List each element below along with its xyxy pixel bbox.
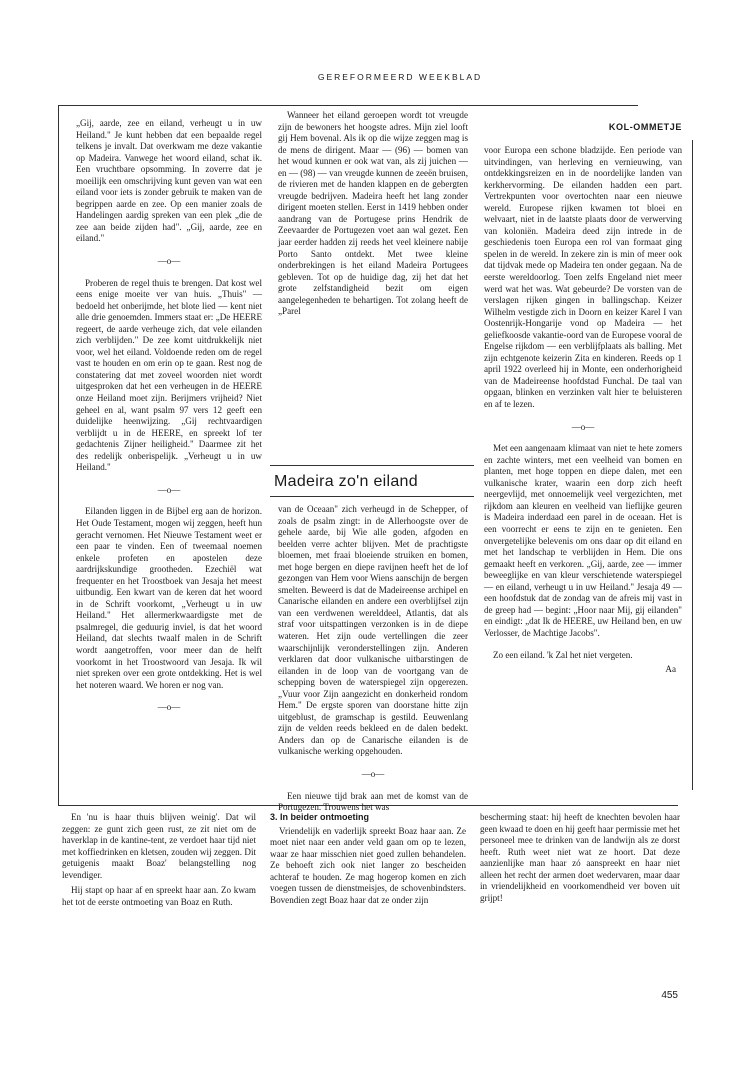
col1-paragraph-2: Proberen de regel thuis te brengen. Dat kost wel eens enige moeite ver van huis. „Thuis" — bedoeld het onberijmde, het blote lied — kent niet alle drie genoemden. Immers staat er: „De HEERE regeert, de aarde verheuge zich, dat vele eilanden zich verblijden." De zee komt uitdrukkelijk niet voor, wel het eiland. Voldoende reden om de regel vast te houden en om erin op te gaan. Rest nog de constatering dat met zoveel woorden niet wordt uitgesproken dat het een verheugen in de HEERE onze Heiland moet zijn. Berijmers vrijheid? Niet geheel en al, want psalm 97 vers 12 geeft een duidelijke heenwijzing. „Gij rechtvaardigen verblijdt u in de HEERE, en spreekt lof ter gedachtenis Zijner heiligheid." Daarmee zit het des redelijk onberispelijk. „Verheugt u in uw Heiland." xyxy=(76,277,262,473)
bottom-col1-paragraph-2: Hij stapt op haar af en spreekt haar aan. Zo kwam het tot de eerste ontmoeting van Boaz en Ruth. xyxy=(62,885,256,907)
separator: —o— xyxy=(571,421,595,432)
col2-paragraph-3: Een nieuwe tijd brak aan met de komst van de Portugezen. Trouwens het was xyxy=(278,790,468,813)
column-2-top xyxy=(278,110,468,329)
frame-top-left xyxy=(58,105,638,106)
col2-paragraph-2: van de Oceaan" zich verheugd in de Schepper, of zoals de psalm zingt: in de Allerhoogste over de gehele aarde, bij Wie alle goden, afgoden en beelden verre achter blijven. Met de prachtigste bloemen, met fraai bloeiende struiken en bomen, met hoge bergen en diepe ravijnen heeft het de lof gezongen van Hem voor Wiens aanschijn de bergen smelten. Beweerd is dat de Madeireense archipel en Canarische eilanden en andere een overblijfsel zijn van een verdwenen werelddeel, Atlantis, dat als straf voor uitspattingen verzonken is in de diepe wateren. Het zijn oude vertellingen die zeer waarschijnlijk veronderstellingen zijn. Anderen verklaren dat door vulkanische uitbarstingen de eilanden in de loop van de voortgang van de schepping boven de waterspiegel zijn opgerezen. „Vuur voor Zijn aangezicht en donkerheid rondom Hem." De ergste sporen van doorstane hitte zijn uitgeblust, de gramschap is gestild. Eeuwenlang zijn de velden reeds bekleed en de dalen bedekt. Anders dan op de Canarische eilanden is de vulkanische werking opgehouden. xyxy=(278,504,468,757)
bottom-column-1 xyxy=(62,812,256,919)
frame-right xyxy=(692,140,693,790)
article-title-box xyxy=(270,465,474,497)
bottom-column-2 xyxy=(270,812,466,917)
separator: —o— xyxy=(157,256,181,267)
running-header: GEREFORMEERD WEEKBLAD xyxy=(317,72,483,82)
col3-paragraph-3: Zo een eiland. 'k Zal het niet vergeten. xyxy=(493,650,633,661)
bottom-col3-paragraph-1: bescherming staat: hij heeft de knechten bevolen haar geen kwaad te doen en hij geeft haar permissie met het personeel mee te drinken van de landwijn als ze dorst heeft. Ruth weet niet wat ze hoort. Dat deze aanzienlijke man haar zó aanspreekt en haar niet alleen het recht der armen doet wedervaren, maar daar in vriendelijkheid en voorkomendheid ver boven uit grijpt! xyxy=(480,812,680,903)
bottom-column-3 xyxy=(480,812,680,915)
article-title: Madeira zo'n eiland xyxy=(274,473,418,490)
column-3 xyxy=(484,145,682,676)
author-signature: Aa xyxy=(665,663,676,674)
bottom-col1-paragraph-1: En 'nu is haar thuis blijven weinig'. Dat wil zeggen: ze gunt zich geen rust, ze zit niet om de haverklap in de kantine-tent, ze verdoet haar tijd niet met koffiedrinken en kletsen, zouden wij zeggen. Dit getuigenis maakt Boaz' belangstelling nog levendiger. xyxy=(62,812,256,880)
separator: —o— xyxy=(361,769,385,780)
separator: —o— xyxy=(157,702,181,713)
column-2-bottom xyxy=(278,504,468,825)
scan-edge xyxy=(0,40,4,1068)
col1-paragraph-3: Eilanden liggen in de Bijbel erg aan de horizon. Het Oude Testament, mogen wij zeggen, heeft hun geracht vernomen. Het Nieuwe Testament weet er een paar te vinden. Een of tweemaal noemen enkele profeten en apostelen deze aardrijkskundige grootheden. Ezechiël wat frequenter en het Troostboek van Jesaja het meest uitbundig. Een kwart van de keren dat het woord in de Schrift voorkomt, „Verheugt u in uw Heiland." Het allermerkwaardigste met de psalmregel, die geduurig inviel, is dat het woord Heiland, dat slechts twaalf malen in de Schrift wordt aangetroffen, voor meer dan de helft voorkomt in het Troostwoord van Jesaja. Ik wil niet spreken over een grote ontdekking. Het is wel het noteren waard. We horen er nog van. xyxy=(76,506,262,690)
col3-paragraph-2: Met een aangenaam klimaat van niet te hete zomers en zachte winters, met een veelheid van bomen en planten, met hoge toppen en diepe dalen, met een vulkanische krater, waarin een dorp zich heeft neergevlijd, met onnoemelijk veel vergezichten, met rijkdom aan kleuren en veelheid van lieflijke geuren is Madeira inderdaad een parel in de oceaan. Het is een voorrecht er eens te zijn en te genieten. Een onvergetelijke belevenis om ons daar op dit eiland en met het landschap te verblijden in Hem. Die ons gemaakt heeft en verkoren. „Gij, aarde, zee — immer beweeglijke en van kleur verschietende waterspiegel — en eiland, verheugt u in uw Heiland." Jesaja 49 — een hoofdstuk dat de zondag van de afreis mij vast in de greep had — begint: „Hoor naar Mij, gij eilanden" en eindigt: „dat Ik de HEERE, uw Heiland ben, en uw Verlosser, de Machtige Jacobs". xyxy=(484,443,682,638)
section-label: KOL-OMMETJE xyxy=(608,122,682,132)
col3-paragraph-1: voor Europa een schone bladzijde. Een periode van uitvindingen, van herleving en vernieuwing, van ontdekkingsreizen en in de noordelijke landen van kerkhervorming. De eilanden hadden een part. Vertrekpunten voor overtochten naar een nieuwe wereld. Europese rijken kwamen tot bloei en welvaart, niet in de laatste plaats door de verwerving van koloniën. Madeira deed zijn intrede in de geschiedenis toen Europa een rol van formaat ging spelen in de wereld. In zekere zin is min of meer ook dat tijdvak mede op Madeira ten onder gegaan. Na de eerste wereldoorlog. Toen zelfs Engeland niet meer werd wat het was. Wat gebeurde? De vorsten van de verslagen rijken gingen in ballingschap. Keizer Wilhelm vestigde zich in Doorn en keizer Karel I van Oostenrijk-Hongarije vond op Madeira — het geliefkoosde vakantie-oord van de Europese vooral de Engelse rijkdom — een verblijfplaats als balling. Met zijn echtgenote keizerin Zita en kinderen. Reeds op 1 april 1922 overleed hij in Monte, een onderhorigheid van de Madeireense hoofdstad Funchal. De taal van opgaan, blinken en verzinken valt hier te beluisteren en af te lezen. xyxy=(484,145,682,410)
bottom-heading: 3. In beider ontmoeting xyxy=(270,812,370,822)
page-number: 455 xyxy=(661,990,678,1001)
col1-paragraph-1: „Gij, aarde, zee en eiland, verheugt u in uw Heiland." Je kunt hebben dat een bepaalde regel telkens je invalt. Dat overkwam me deze vakantie op Madeira. Vanwege het woord eiland, schat ik. Een vruchtbare opsomming. In zoverre dat je moeilijk een omschrijving kunt geven van wat een eiland voor iets is zonder gebruik te maken van de begrippen aarde en zee. Op een manier zoals de Handelingen aardig spreken van een plek „die de zee aan beide zijden had". „Gij, aarde, zee en eiland." xyxy=(76,118,262,244)
frame-left xyxy=(58,105,59,805)
column-1 xyxy=(76,118,262,724)
col2-paragraph-1: Wanneer het eiland geroepen wordt tot vreugde zijn de bewoners het hoogste adres. Mijn ziel looft gij Hem bovenal. Als ik op die wijze zeggen mag is de mens de dirigent. Maar — (96) — bomen van het woud kunnen er ook wat van, als zij juichen — en — (98) — van vreugde kunnen de zeeën bruisen, de rivieren met de handen klappen en de gebergten vreugde bedrijven. Madeira heeft het lang zonder dirigent moeten stellen. Eerst in 1419 hebben onder aandrang van de Portugese prins Hendrik de Zeevaarder de Portugezen voet aan wal gezet. Een jaar eerder hadden zij reeds het veel kleinere nabije Porto Santo ontdekt. Met twee kleine onderbrekingen is het eiland Madeira Portugees gebleven. Tot op de huidige dag, zij het dat het grote zelfstandigheid bezit om eigen aangelegenheden te behartigen. Tot zolang heeft de „Parel xyxy=(278,110,468,317)
separator: —o— xyxy=(157,484,181,495)
bottom-col2-paragraph-1: Vriendelijk en vaderlijk spreekt Boaz haar aan. Ze moet niet naar een ander veld gaan om op te lezen, waar ze haar misschien niet goed zullen behandelen. Ze behoeft zich ook niet langer zo bescheiden achteraf te houden. Ze mag hogerop komen en zich voegen tussen de dienstmeisjes, de schovenbindsters. Bovendien zegt Boaz haar dat ze onder zijn xyxy=(270,825,466,905)
